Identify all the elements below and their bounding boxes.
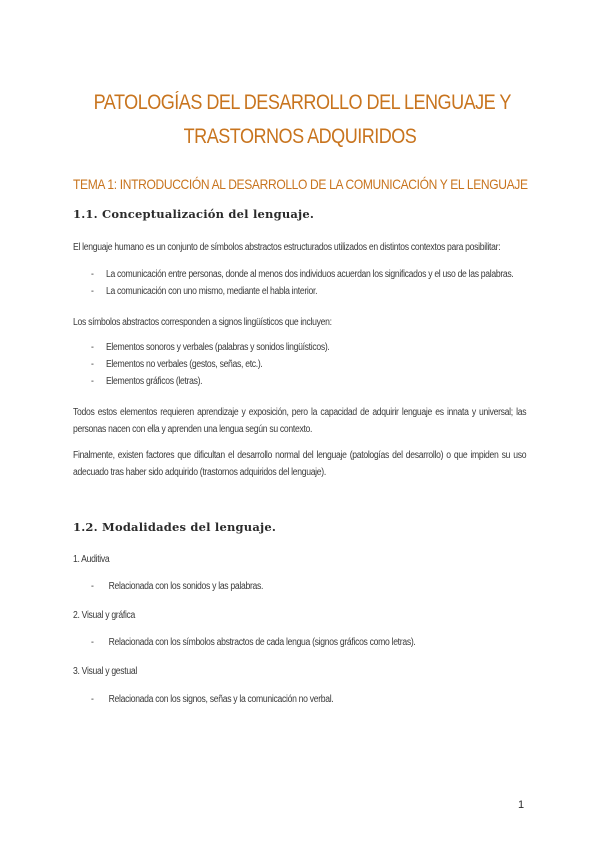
list-item: - La comunicación con uno mismo, mediante el habla interior. <box>91 286 318 297</box>
list-item: - Relacionada con los signos, señas y la comunicación no verbal. <box>91 694 334 705</box>
intro-paragraph: El lenguaje humano es un conjunto de símbolos abstractos estructurados utilizados en distintos contextos para posibilitar: <box>73 242 501 253</box>
page-number: 1 <box>518 799 525 811</box>
list-item: - Elementos sonoros y verbales (palabras y sonidos lingüísticos). <box>91 342 330 353</box>
bullet-dash: - <box>91 376 94 387</box>
list-item: - Elementos no verbales (gestos, señas, etc.). <box>91 359 263 370</box>
list-item: - Relacionada con los sonidos y las palabras. <box>91 581 264 592</box>
section-heading-1-2: 1.2. Modalidades del lenguaje. <box>73 520 277 534</box>
list-item: - La comunicación entre personas, donde al menos dos individuos acuerdan los significados y el uso de las palabras. <box>91 269 514 280</box>
modality-label: 3. Visual y gestual <box>73 666 137 677</box>
paragraph-innate-capacity: Todos estos elementos requieren aprendizaje y exposición, pero la capacidad de adquirir lenguaje es innata y universal; las personas nacen con ella y aprenden una lengua según su contexto. <box>73 407 527 435</box>
modality-label: 1. Auditiva <box>73 554 110 565</box>
bullet-dash: - <box>91 581 94 592</box>
bullet-dash: - <box>91 694 94 705</box>
topic-heading: TEMA 1: INTRODUCCIÓN AL DESARROLLO DE LA COMUNICACIÓN Y EL LENGUAJE <box>73 176 528 192</box>
document-title <box>93 86 511 154</box>
bullet-dash: - <box>91 359 94 370</box>
section-heading-1-1: 1.1. Conceptualización del lenguaje. <box>73 207 315 221</box>
bullet-dash: - <box>91 286 94 297</box>
bullet-dash: - <box>91 269 94 280</box>
bullet-dash: - <box>91 342 94 353</box>
paragraph-factors: Finalmente, existen factores que dificultan el desarrollo normal del lenguaje (patologías del desarrollo) o que impiden su uso adecuado tras haber sido adquirido (trastornos adquiridos del lenguaje). <box>73 450 527 478</box>
bullet-dash: - <box>91 637 94 648</box>
modality-label: 2. Visual y gráfica <box>73 610 136 621</box>
title-line-2: TRASTORNOS ADQUIRIDOS <box>183 125 417 148</box>
list-item: - Relacionada con los símbolos abstractos de cada lengua (signos gráficos como letras). <box>91 637 416 648</box>
list-item: - Elementos gráficos (letras). <box>91 376 203 387</box>
title-line-1: PATOLOGÍAS DEL DESARROLLO DEL LENGUAJE Y <box>93 91 511 114</box>
symbols-intro-paragraph: Los símbolos abstractos corresponden a signos lingüísticos que incluyen: <box>73 317 332 328</box>
